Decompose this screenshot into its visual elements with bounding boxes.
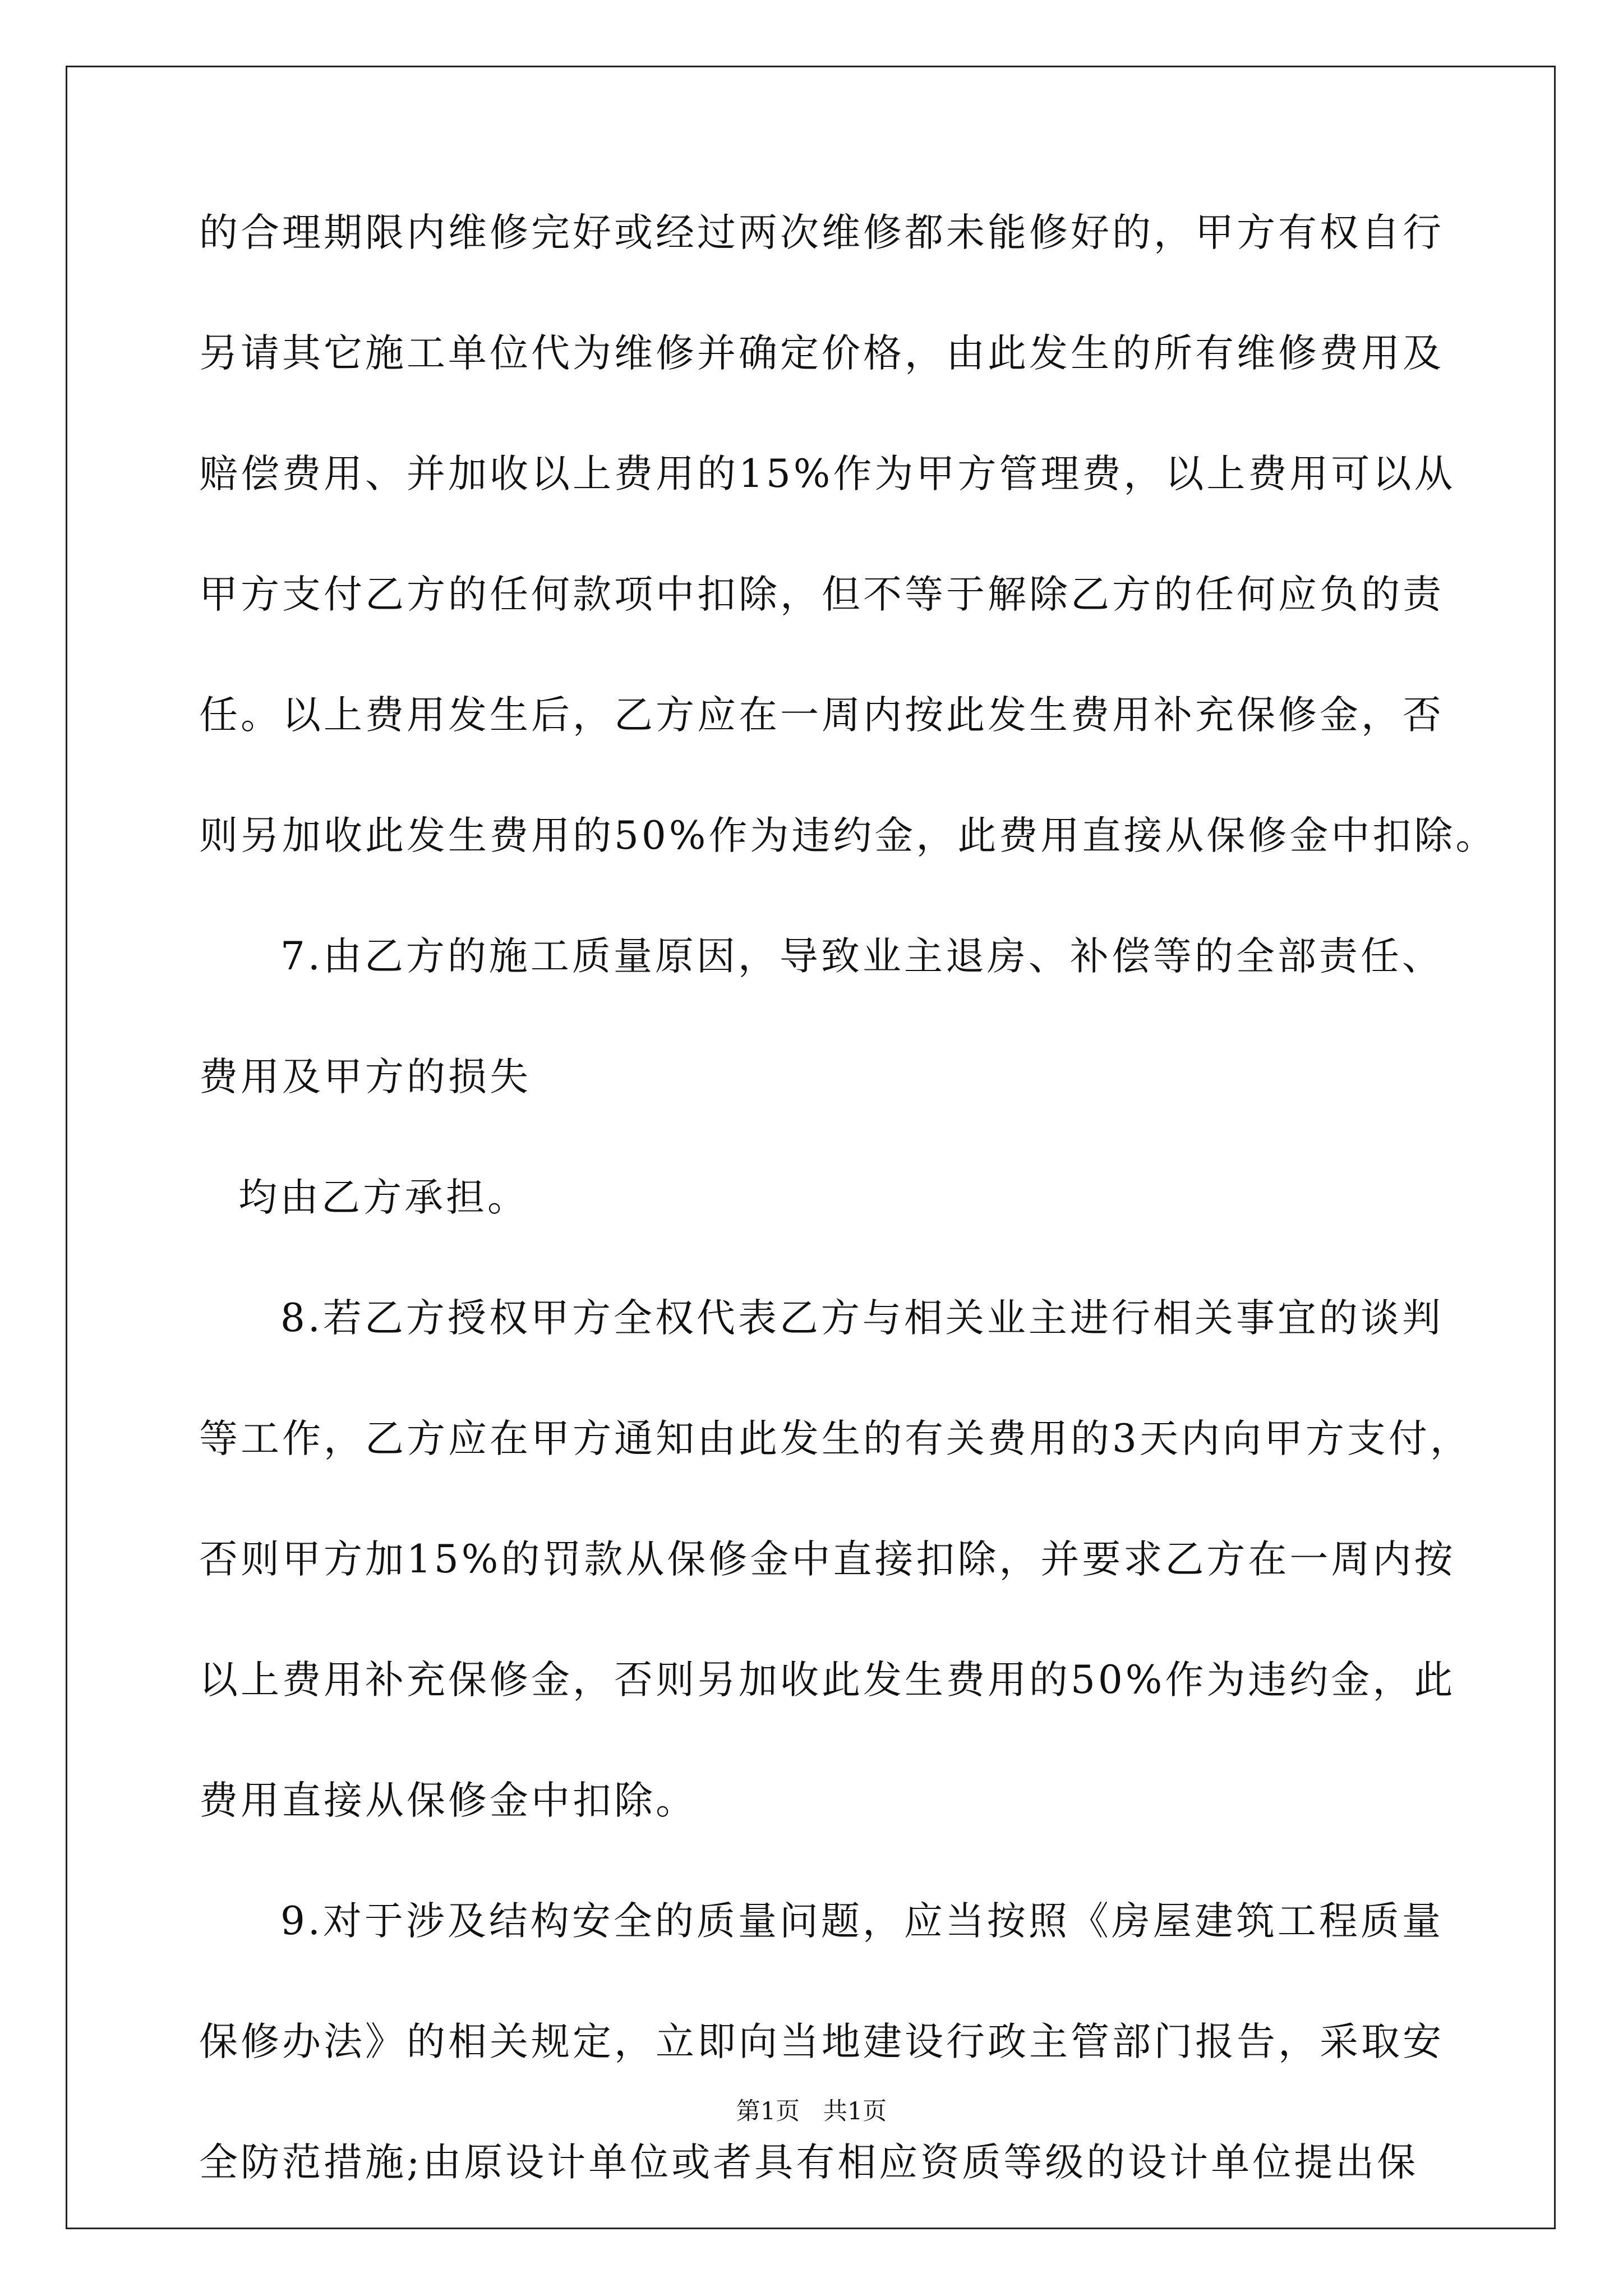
paragraph-9-start: 9.对于涉及结构安全的质量问题，应当按照《房屋建筑工程质量 xyxy=(280,1899,1444,1944)
page-number: 第1页 xyxy=(736,2097,800,2125)
text-line: 的合理期限内维修完好或经过两次维修都未能修好的，甲方有权自行 xyxy=(199,210,1444,255)
text-line: 否则甲方加15%的罚款从保修金中直接扣除，并要求乙方在一周内按 xyxy=(199,1537,1456,1582)
text-line: 任。以上费用发生后，乙方应在一周内按此发生费用补充保修金，否 xyxy=(199,693,1444,738)
text-line: 甲方支付乙方的任何款项中扣除，但不等于解除乙方的任何应负的责 xyxy=(199,572,1444,617)
text-line: 均由乙方承担。 xyxy=(238,1175,529,1220)
text-line: 则另加收此发生费用的50%作为违约金，此费用直接从保修金中扣除。 xyxy=(199,813,1497,858)
page-footer xyxy=(0,2092,1623,2127)
text-line: 赔偿费用、并加收以上费用的15%作为甲方管理费，以上费用可以从 xyxy=(199,452,1456,496)
text-line: 另请其它施工单位代为维修并确定价格，由此发生的所有维修费用及 xyxy=(199,331,1444,376)
text-line: 以上费用补充保修金，否则另加收此发生费用的50%作为违约金，此 xyxy=(199,1658,1456,1703)
text-line: 等工作，乙方应在甲方通知由此发生的有关费用的3天内向甲方支付， xyxy=(199,1416,1472,1461)
text-line: 费用直接从保修金中扣除。 xyxy=(199,1778,697,1823)
text-line: 保修办法》的相关规定，立即向当地建设行政主管部门报告，采取安 xyxy=(199,2019,1444,2064)
text-line: 全防范措施;由原设计单位或者具有相应资质等级的设计单位提出保 xyxy=(199,2140,1419,2185)
paragraph-7-start: 7.由乙方的施工质量原因，导致业主退房、补偿等的全部责任、 xyxy=(280,934,1444,979)
text-line: 费用及甲方的损失 xyxy=(199,1055,531,1099)
paragraph-8-start: 8.若乙方授权甲方全权代表乙方与相关业主进行相关事宜的谈判 xyxy=(280,1296,1444,1341)
page-total: 共1页 xyxy=(823,2097,887,2125)
